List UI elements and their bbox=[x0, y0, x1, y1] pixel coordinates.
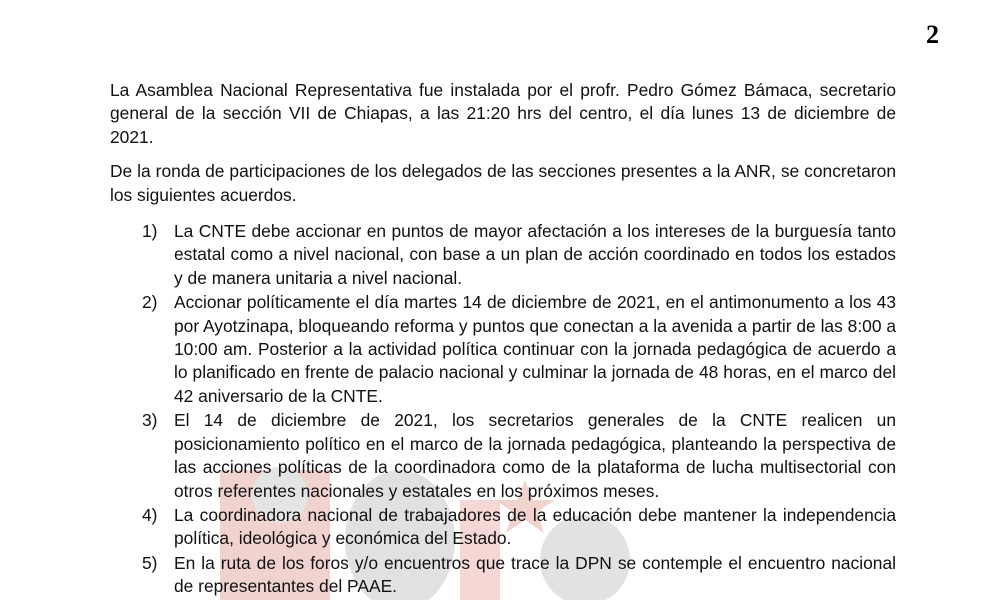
intro-paragraph: La Asamblea Nacional Representativa fue instalada por el profr. Pedro Gómez Bámaca, secretario general de la sección VII de Chiapas, a las 21:20 hrs del centro, el día lunes 13 de diciembre de 2021. bbox=[110, 80, 896, 147]
list-item-text: La CNTE debe accionar en puntos de mayor afectación a los intereses de la burguesía tanto estatal como a nivel nacional, con base a un plan de acción coordinado en todos los estados y de manera unitaria a nivel nacional. bbox=[174, 221, 896, 288]
list-item bbox=[110, 409, 896, 503]
agreements-list bbox=[110, 220, 896, 599]
list-item-text: La coordinadora nacional de trabajadores de la educación debe mantener la independencia política, ideológica y económica del Estado. bbox=[174, 504, 896, 549]
list-item-number: 5) bbox=[142, 552, 158, 573]
list-item bbox=[110, 291, 896, 408]
list-item-number: 2) bbox=[142, 292, 158, 313]
list-item bbox=[110, 552, 896, 599]
list-item-number: 3) bbox=[142, 410, 158, 431]
list-item-text: El 14 de diciembre de 2021, los secretarios generales de la CNTE realicen un posicionamiento político en el marco de la jornada pedagógica, planteando la perspectiva de las acciones políticas de la coordinadora como de la plataforma de lucha multisectorial con otros referentes nacionales y estatales en los próximos meses. bbox=[174, 410, 896, 501]
list-item-text: Accionar políticamente el día martes 14 de diciembre de 2021, en el antimonumento a los 43 por Ayotzinapa, bloqueando reforma y puntos que conectan a la avenida a partir de las 8:00 a 10:00 am. Posterior a la actividad política continuar con la jornada pedagógica de acuerdo a lo planificado en frente de palacio nacional y culminar la jornada de 48 horas, en el marco del 42 aniversario de la CNTE. bbox=[174, 292, 896, 406]
agreements-intro-paragraph: De la ronda de participaciones de los delegados de las secciones presentes a la ANR, se concretaron los siguientes acuerdos. bbox=[110, 161, 896, 205]
page-number: 2 bbox=[926, 20, 939, 49]
list-item bbox=[110, 504, 896, 551]
list-item-number: 1) bbox=[142, 221, 158, 242]
list-item bbox=[110, 220, 896, 290]
list-item-text: En la ruta de los foros y/o encuentros que trace la DPN se contemple el encuentro nacional de representantes del PAAE. bbox=[174, 552, 896, 597]
document-body bbox=[110, 79, 896, 600]
list-item-number: 4) bbox=[142, 504, 158, 525]
